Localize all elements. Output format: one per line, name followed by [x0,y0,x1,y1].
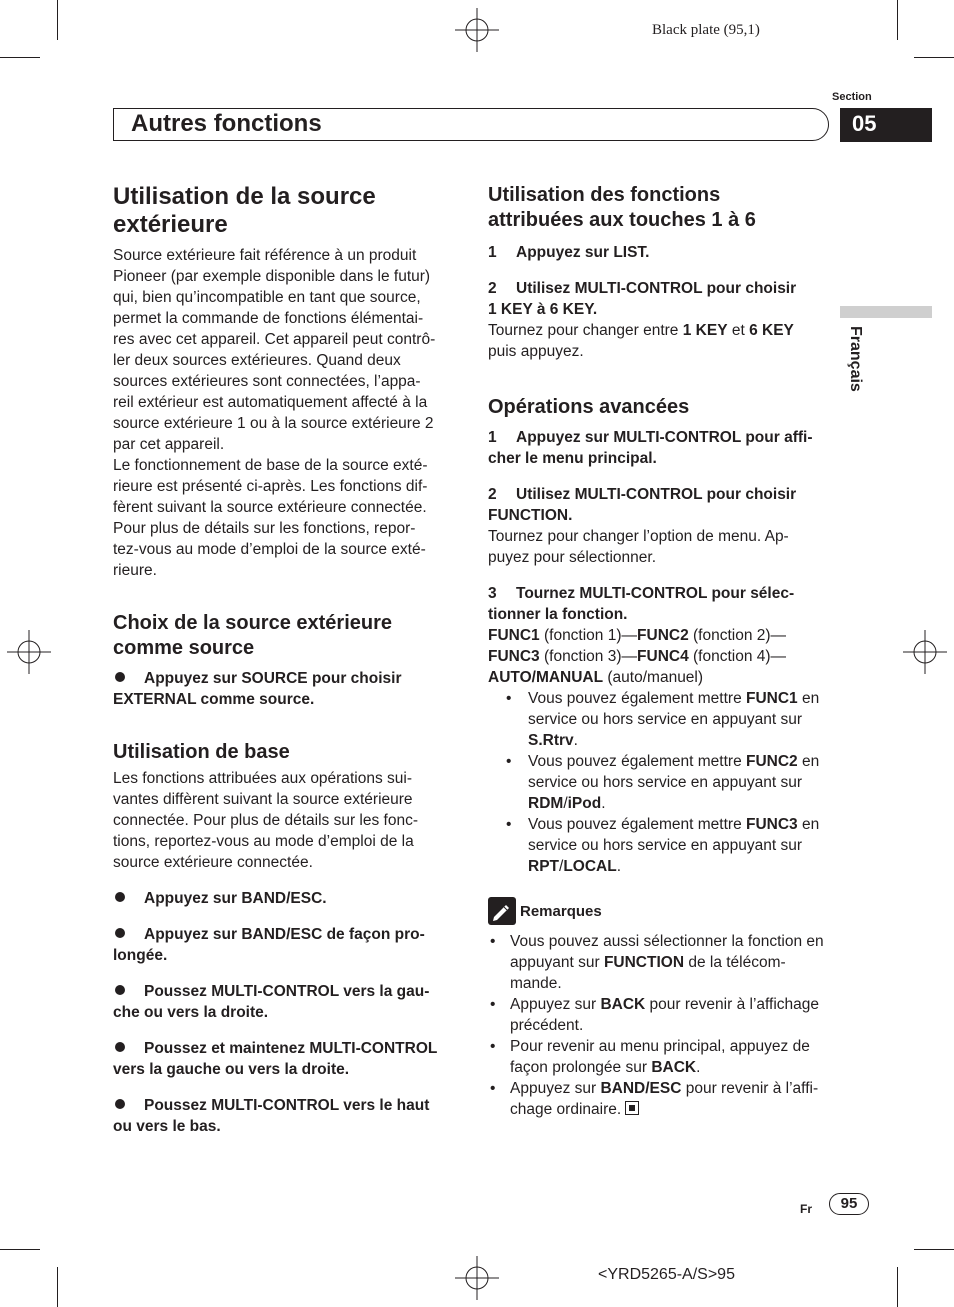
text: de la télécom- [684,954,786,971]
step-text: EXTERNAL comme source. [113,691,315,708]
left-column [113,183,458,1137]
bullet-dot [115,672,125,682]
heading-keys: Utilisation des fonctions attribuées aux touches 1 à 6 [488,184,756,231]
text: mande. [510,975,562,992]
heading-external-source: Utilisation de la source extérieure [113,183,376,238]
step-text: longée. [113,947,168,964]
footer-language: Fr [800,1202,812,1216]
crop-mark [914,1249,954,1250]
plate-label: Black plate (95,1) [652,22,760,38]
text: . [696,1059,701,1076]
registration-mark-icon [455,1256,499,1300]
step-text: ou vers le bas. [113,1118,221,1135]
section-number: 05 [840,108,932,142]
text-line: ler deux sources extérieures. Quand deux [113,352,401,369]
text-line: vantes diffèrent suivant la source extérieure [113,791,413,808]
text-line: connectée. Pour plus de détails sur les fonc- [113,812,419,829]
step-description: puis appuyez. [488,343,584,360]
text: en [797,690,820,707]
right-column [488,183,833,1120]
remark-item [488,1078,833,1120]
text: chage ordinaire. [510,1101,622,1118]
function-list [488,646,833,667]
text: (fonction 1)— [539,627,638,644]
crop-mark [0,1249,40,1250]
bullet-dot [115,985,125,995]
step-number: 2 [488,486,497,503]
text: Vous pouvez également mettre [528,816,746,833]
language-label: Français [847,326,864,392]
base-paragraph [113,768,458,873]
function-list [488,625,833,646]
text-line: tions, reportez-vous au mode d’emploi de la [113,833,414,850]
key-label: RPT [528,858,559,875]
bullet-dot [115,1042,125,1052]
text: et [727,322,750,339]
step-number: 1 [488,244,497,261]
step-text: vers la gauche ou vers la droite. [113,1061,350,1078]
remark-item [488,994,833,1036]
text: / [563,795,568,812]
step-number: 3 [488,585,497,602]
text: / [559,858,564,875]
text-line: fèrent suivant la source extérieure connectée. [113,499,427,516]
step-text: Appuyez sur BAND/ESC. [144,890,327,907]
text: (auto/manuel) [603,669,704,686]
text: précédent. [510,1017,584,1034]
crop-mark [57,1267,58,1307]
bullet-dot [115,928,125,938]
crop-mark [914,57,954,58]
func-label: FUNC2 [746,753,798,770]
func-label: AUTO/MANUAL [488,669,604,686]
registration-mark-icon [7,630,51,674]
func-label: FUNC1 [488,627,540,644]
numbered-step [488,278,833,320]
pencil-note-icon [488,897,516,925]
sub-bullet [488,688,833,751]
crop-mark [897,1267,898,1307]
key-label: RDM [528,795,564,812]
text-line: reil extérieur est automatiquement affecté à la [113,394,428,411]
document-code: <YRD5265-A/S>95 [598,1266,735,1283]
key-label: S.Rtrv [528,732,574,749]
text: en [797,816,820,833]
step-text: che ou vers la droite. [113,1004,269,1021]
text: Tournez pour changer entre [488,322,683,339]
step-text: Poussez MULTI-CONTROL vers la gau- [144,983,430,1000]
remarks-label: Remarques [520,902,602,920]
step-text: Appuyez sur MULTI-CONTROL pour affi- [516,429,813,446]
text: Appuyez sur [510,1080,601,1097]
remark-item [488,1036,833,1078]
text-line: Pioneer (par exemple disponible dans le futur) [113,268,431,285]
bullet-step [113,888,458,909]
bullet-step [113,668,458,710]
step-text: Poussez MULTI-CONTROL vers le haut [144,1097,430,1114]
sub-bullet [488,751,833,814]
text-line: rieure. [113,562,157,579]
page-number: 95 [829,1193,869,1215]
text-line: par cet appareil. [113,436,225,453]
key-label: 6 KEY [749,322,794,339]
step-text: 1 KEY à 6 KEY. [488,301,598,318]
key-label: LOCAL [563,858,617,875]
section-label: Section [832,91,872,103]
func-label: FUNC3 [488,648,540,665]
numbered-step [488,242,833,263]
func-label: FUNC2 [637,627,689,644]
end-mark-icon [625,1101,639,1115]
sub-bullet [488,814,833,877]
crop-mark [57,0,58,40]
text-line: Le fonctionnement de base de la source exté- [113,457,428,474]
text-line: Pour plus de détails sur les fonctions, repor- [113,520,416,537]
step-description: puyez pour sélectionner. [488,549,657,566]
func-label: FUNC1 [746,690,798,707]
step-text: FUNCTION. [488,507,573,524]
remarks-list [488,931,833,1120]
heading-advanced: Opérations avancées [488,396,690,418]
step-text: cher le menu principal. [488,450,657,467]
text-line: rieure est présenté ci-après. Les fonctions dif- [113,478,428,495]
key-label: BACK [651,1059,697,1076]
text-line: Source extérieure fait référence à un produit [113,247,417,264]
text-line: Les fonctions attribuées aux opérations sui- [113,770,412,787]
step-number: 2 [488,280,497,297]
text: (fonction 4)— [688,648,787,665]
heading-choice: Choix de la source extérieure comme source [113,612,393,659]
remark-item [488,931,833,994]
heading-base: Utilisation de base [113,741,290,763]
bullet-dot [115,1099,125,1109]
text-line: tez-vous au mode d’emploi de la source exté- [113,541,426,558]
text: service ou hors service en appuyant sur [528,837,802,854]
step-number: 1 [488,429,497,446]
numbered-step [488,484,833,526]
crop-mark [0,57,40,58]
text: pour revenir à l’affi- [681,1080,819,1097]
text: Pour revenir au menu principal, appuyez de [510,1038,810,1055]
step-text: tionner la fonction. [488,606,628,623]
chapter-title: Autres fonctions [131,110,322,137]
step-text: Utilisez MULTI-CONTROL pour choisir [516,280,797,297]
key-label: 1 KEY [682,322,728,339]
step-text: Poussez et maintenez MULTI-CONTROL [144,1040,438,1057]
text: . [601,795,606,812]
text: Vous pouvez également mettre [528,753,746,770]
step-text: Tournez MULTI-CONTROL pour sélec- [516,585,795,602]
text: appuyant sur [510,954,604,971]
language-tab [840,306,932,318]
text-line: sources extérieures sont connectées, l’appa- [113,373,421,390]
text: . [616,858,622,875]
numbered-step [488,427,833,469]
text: façon prolongée sur [510,1059,652,1076]
text: (fonction 2)— [688,627,787,644]
text-line: permet la commande de fonctions élémentai- [113,310,424,327]
step-text: Appuyez sur SOURCE pour choisir [144,670,402,687]
registration-mark-icon [455,8,499,52]
text: Vous pouvez également mettre [528,690,746,707]
func-label: FUNC4 [637,648,689,665]
bullet-dot [115,892,125,902]
text-line: qui, bien qu’incompatible en tant que source, [113,289,421,306]
key-label: BACK [600,996,646,1013]
text: (fonction 3)— [539,648,638,665]
text-line: res avec cet appareil. Cet appareil peut contrô- [113,331,436,348]
key-label: BAND/ESC [600,1080,682,1097]
key-label: iPod [567,795,602,812]
text-line: source extérieure connectée. [113,854,313,871]
step-description [488,320,833,341]
step-text: Utilisez MULTI-CONTROL pour choisir [516,486,797,503]
crop-mark [897,0,898,40]
bullet-step [113,924,458,966]
step-description: Tournez pour changer l’option de menu. Ap- [488,528,789,545]
registration-mark-icon [903,630,947,674]
text: . [573,732,578,749]
text: en [797,753,820,770]
bullet-step [113,1095,458,1137]
text-line: source extérieure 1 ou à la source extérieure 2 [113,415,434,432]
key-label: FUNCTION [603,954,685,971]
bullet-step [113,1038,458,1080]
remarks-header [488,897,833,925]
text: Vous pouvez aussi sélectionner la fonction en [510,933,824,950]
bullet-step [113,981,458,1023]
intro-paragraph [113,245,458,581]
step-text: Appuyez sur LIST. [516,244,650,261]
text: Appuyez sur [510,996,601,1013]
numbered-step [488,583,833,625]
step-text: Appuyez sur BAND/ESC de façon pro- [144,926,425,943]
text: service ou hors service en appuyant sur [528,774,802,791]
func-label: FUNC3 [746,816,798,833]
function-list [488,667,833,688]
text: pour revenir à l’affichage [645,996,820,1013]
text: service ou hors service en appuyant sur [528,711,802,728]
